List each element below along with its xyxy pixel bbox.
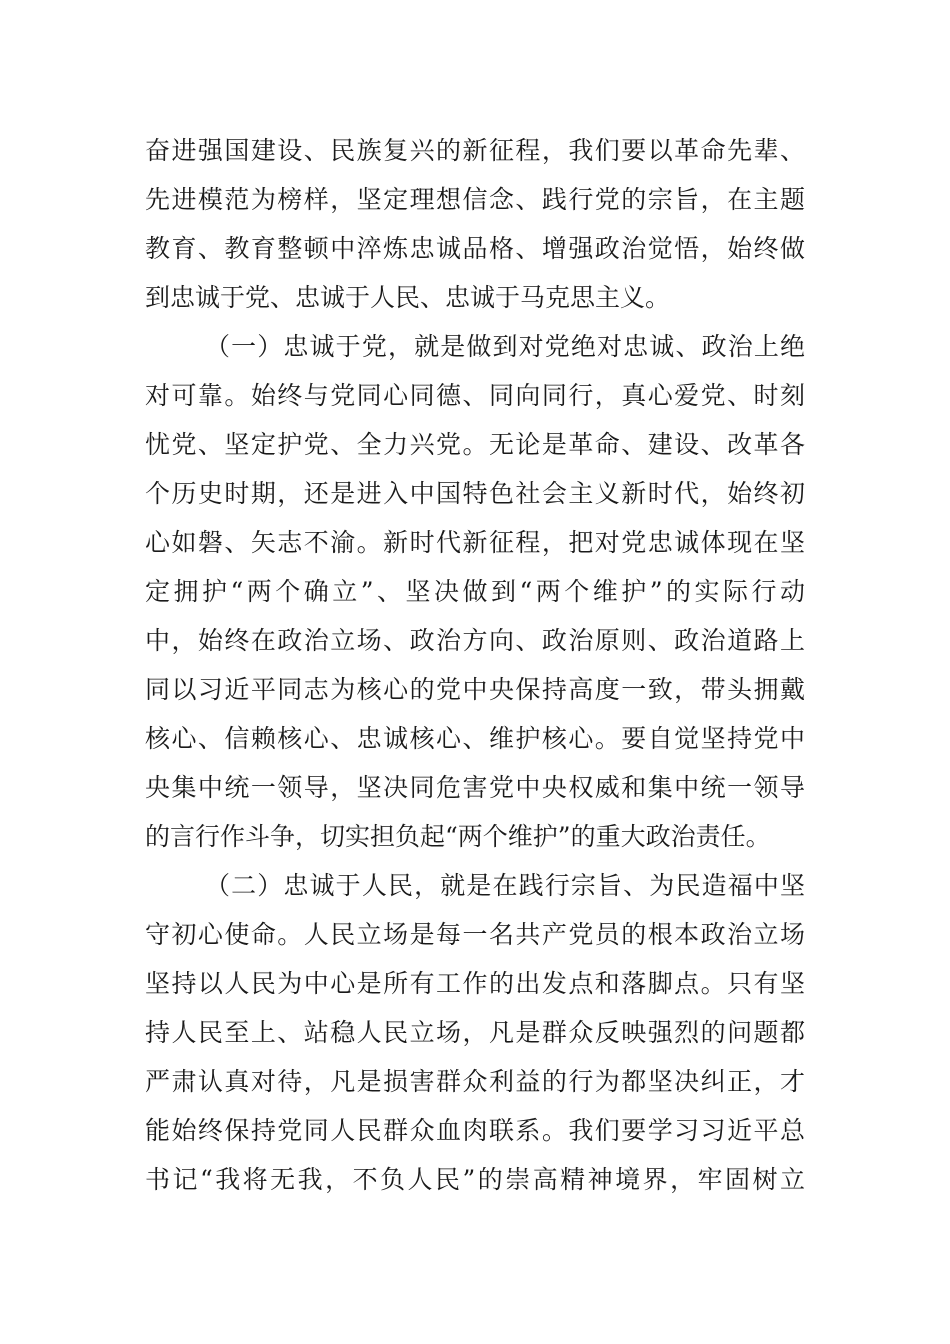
text-line: 书记“我将无我，不负人民”的崇高精神境界，牢固树立 <box>145 1165 805 1194</box>
section-heading-line: （二）忠诚于人民，就是在践行宗旨、为民造福中坚 <box>205 871 805 900</box>
text-line: 坚持以人民为中心是所有工作的出发点和落脚点。只有坚 <box>145 969 805 998</box>
section-heading-line: （一）忠诚于党，就是做到对党绝对忠诚、政治上绝 <box>205 332 805 361</box>
text-line: 严肃认真对待，凡是损害群众利益的行为都坚决纠正，才 <box>145 1067 805 1096</box>
text-line: 教育、教育整顿中淬炼忠诚品格、增强政治觉悟，始终做 <box>145 234 805 263</box>
body-text <box>145 126 805 1204</box>
text-line: 定拥护“两个确立”、坚决做到“两个维护”的实际行动 <box>145 577 805 606</box>
text-line: 的言行作斗争，切实担负起“两个维护”的重大政治责任。 <box>145 822 771 851</box>
text-line: 忧党、坚定护党、全力兴党。无论是革命、建设、改革各 <box>145 430 805 459</box>
text-line: 持人民至上、站稳人民立场，凡是群众反映强烈的问题都 <box>145 1018 805 1047</box>
text-line: 同以习近平同志为核心的党中央保持高度一致，带头拥戴 <box>145 675 805 704</box>
text-line: 奋进强国建设、民族复兴的新征程，我们要以革命先辈、 <box>145 136 805 165</box>
text-line: 中，始终在政治立场、政治方向、政治原则、政治道路上 <box>145 626 805 655</box>
text-line: 核心、信赖核心、忠诚核心、维护核心。要自觉坚持党中 <box>145 724 805 753</box>
text-line: 守初心使命。人民立场是每一名共产党员的根本政治立场 <box>145 920 805 949</box>
text-line: 到忠诚于党、忠诚于人民、忠诚于马克思主义。 <box>145 283 671 312</box>
text-line: 对可靠。始终与党同心同德、同向同行，真心爱党、时刻 <box>145 381 805 410</box>
text-line: 能始终保持党同人民群众血肉联系。我们要学习习近平总 <box>145 1116 805 1145</box>
text-line: 个历史时期，还是进入中国特色社会主义新时代，始终初 <box>145 479 805 508</box>
text-line: 先进模范为榜样，坚定理想信念、践行党的宗旨，在主题 <box>145 185 805 214</box>
text-line: 心如磐、矢志不渝。新时代新征程，把对党忠诚体现在坚 <box>145 528 805 557</box>
text-line: 央集中统一领导，坚决同危害党中央权威和集中统一领导 <box>145 773 805 802</box>
